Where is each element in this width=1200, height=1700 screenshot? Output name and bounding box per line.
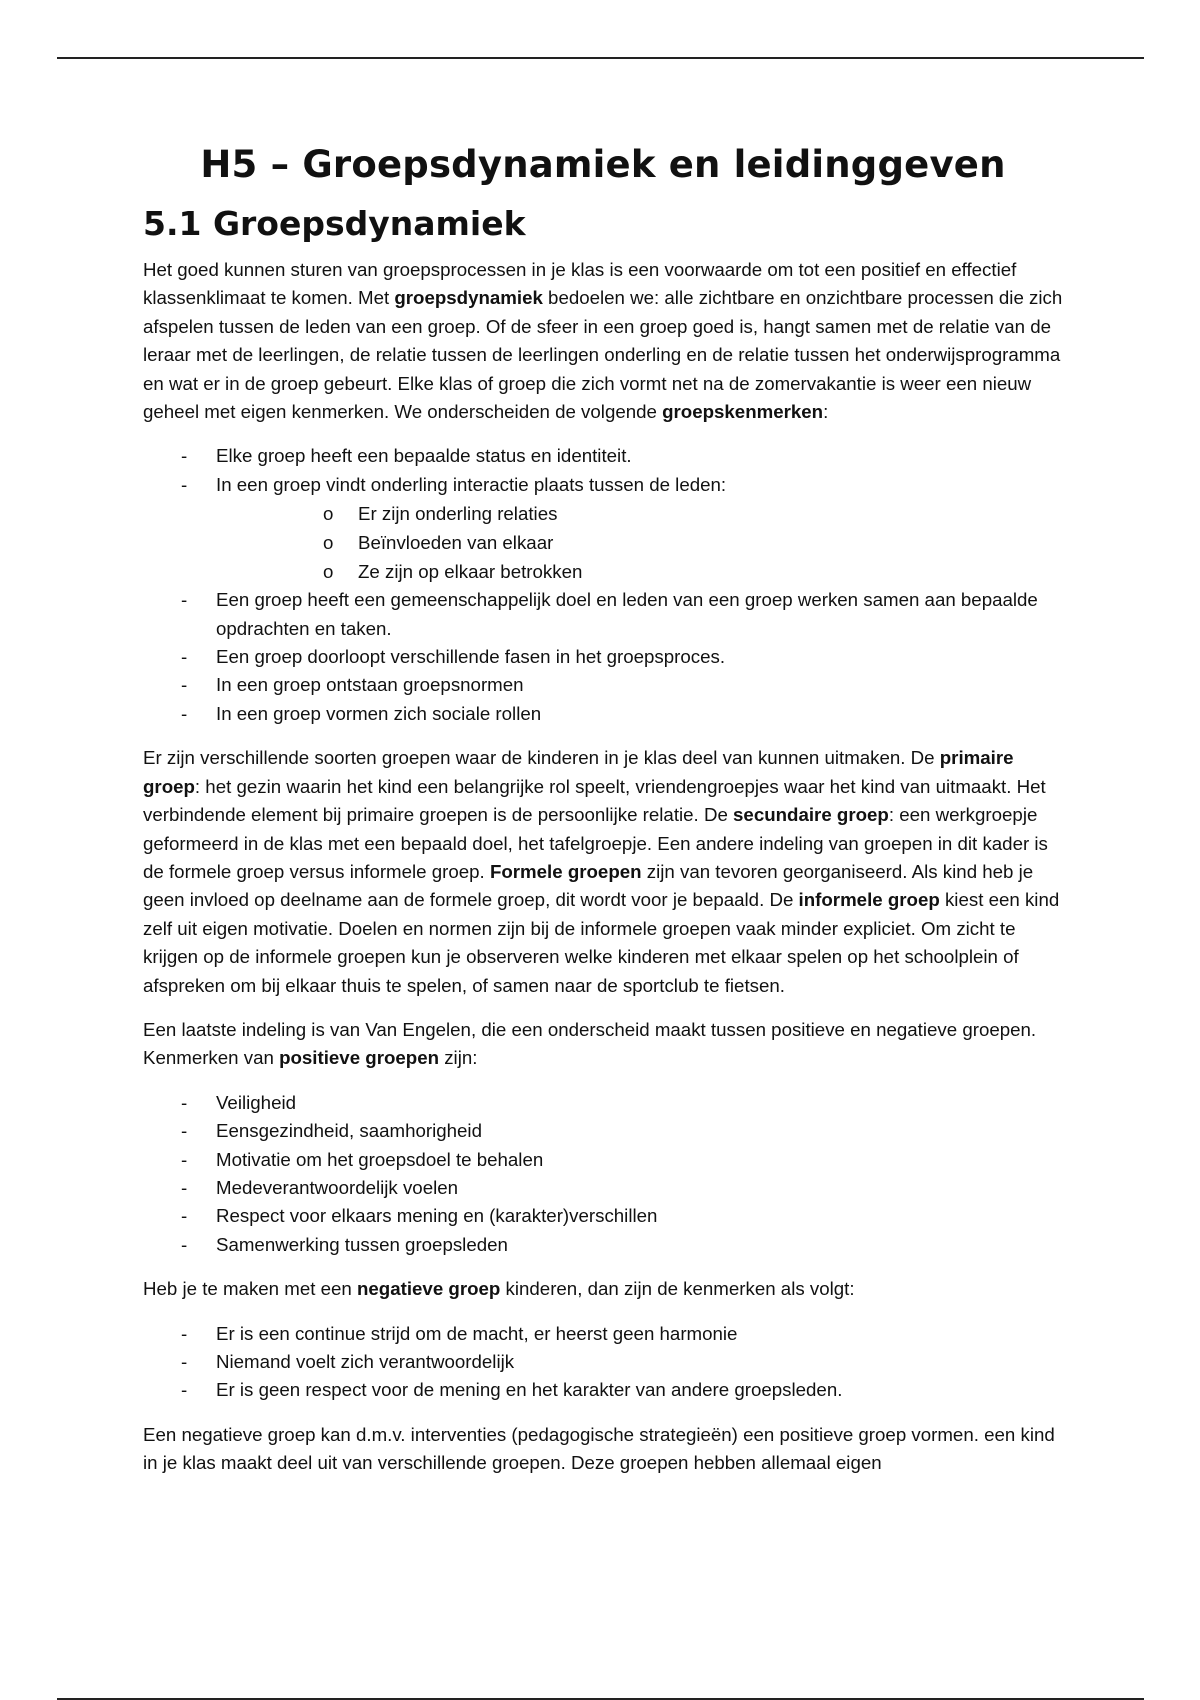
section-heading: 5.1 Groepsdynamiek <box>143 204 526 243</box>
list-item: - Samenwerking tussen groepsleden <box>181 1233 508 1255</box>
list-item: - Er is geen respect voor de mening en het karakter van andere groepsleden. <box>181 1379 843 1401</box>
term-groepskenmerken: groepskenmerken <box>662 401 824 423</box>
paragraph-van-engelen: Een laatste indeling is van Van Engelen, die een onderscheid maakt tussen positieve en negatieve groepen. Kenmerken van positieve groepen zijn: <box>143 1018 1037 1069</box>
list-item: - Veiligheid <box>181 1091 297 1113</box>
term-groepsdynamiek: groepsdynamiek <box>394 287 543 309</box>
sublist-interactie <box>143 499 1063 586</box>
paragraph-intro: Het goed kunnen sturen van groepsprocessen in je klas is een voorwaarde om tot een positief en effectief klassenklimaat te komen. Met groepsdynamiek bedoelen we: alle zichtbare en onzichtbare processen die zich afspelen tussen de leden van een groep. Of de sfeer in een groep goed is, hangt samen met de relatie van de leraar met de leerlingen, de relatie tussen de leerlingen onderling en de relatie tussen het onderwijsprogramma en wat er in de groep gebeurt. Elke klas of groep die zich vormt net na de zomervakantie is weer een nieuw geheel met eigen kenmerken. We onderscheiden de volgende groepskenmerken: <box>143 259 1063 423</box>
sublist-item: o Er zijn onderling relaties <box>323 503 558 525</box>
list-item: - Motivatie om het groepsdoel te behalen <box>181 1148 544 1170</box>
list-item: - Een groep doorloopt verschillende fasen in het groepsproces. <box>181 646 726 668</box>
list-item: - Niemand voelt zich verantwoordelijk <box>181 1351 515 1372</box>
list-item: - Elke groep heeft een bepaalde status en identiteit. <box>181 445 632 467</box>
list-item: - Medeverantwoordelijk voelen <box>181 1176 459 1198</box>
paragraph-interventies: Een negatieve groep kan d.m.v. interventies (pedagogische strategieën) een positieve groep vormen. een kind in je klas maakt deel uit van verschillende groepen. Deze groepen hebben allemaal eigen <box>143 1423 1055 1474</box>
list-item: - In een groep vormen zich sociale rollen <box>181 702 542 724</box>
list-item: - Respect voor elkaars mening en (karakter)verschillen <box>181 1205 658 1227</box>
list-item: - In een groep vindt onderling interactie plaats tussen de leden: o Er zijn onderling relaties o Beïnvloeden van elkaar o Ze zijn op elkaar betrokken <box>143 471 1063 586</box>
list-groepskenmerken <box>143 442 1063 728</box>
sublist-item: o Beïnvloeden van elkaar <box>323 532 554 554</box>
list-negatieve-groepen <box>143 1320 1063 1405</box>
list-item: - Er is een continue strijd om de macht, er heerst geen harmonie <box>181 1322 738 1344</box>
page-title: H5 – Groepsdynamiek en leidinggeven <box>200 143 1006 186</box>
paragraph-soorten-groepen: Er zijn verschillende soorten groepen waar de kinderen in je klas deel van kunnen uitmaken. De primaire groep: het gezin waarin het kind een belangrijke rol speelt, vriendengroepjes waar het kind van uitmaakt. Het verbindende element bij primaire groepen is de persoonlijke relatie. De secundaire groep: een werkgroepje geformeerd in de klas met een bepaald doel, het tafelgroepje. Een andere indeling van groepen in dit kader is de formele groep versus informele groep. Formele groepen zijn van tevoren georganiseerd. Als kind heb je geen invloed op deelname aan de formele groep, dit wordt voor je bepaald. De informele groep kiest een kind zelf uit eigen motivatie. Doelen en normen zijn bij de informele groepen vaak minder expliciet. Om zicht te krijgen op de informele groepen kun je observeren welke kinderen met elkaar spelen op het schoolplein of afspreken om bij elkaar thuis te spelen, of samen naar de sportclub te fietsen. <box>143 747 1060 996</box>
document-body <box>143 140 1063 1494</box>
list-item: - In een groep ontstaan groepsnormen <box>181 674 524 696</box>
paragraph-negatieve-groep: Heb je te maken met een negatieve groep kinderen, dan zijn de kenmerken als volgt: <box>143 1278 855 1300</box>
header-rule <box>57 57 1144 59</box>
sublist-item: o Ze zijn op elkaar betrokken <box>323 561 583 583</box>
list-item: - Eensgezindheid, saamhorigheid <box>181 1120 482 1142</box>
list-item: - Een groep heeft een gemeenschappelijk doel en leden van een groep werken samen aan bepaalde opdrachten en taken. <box>181 589 1038 639</box>
list-positieve-groepen <box>143 1089 1063 1259</box>
